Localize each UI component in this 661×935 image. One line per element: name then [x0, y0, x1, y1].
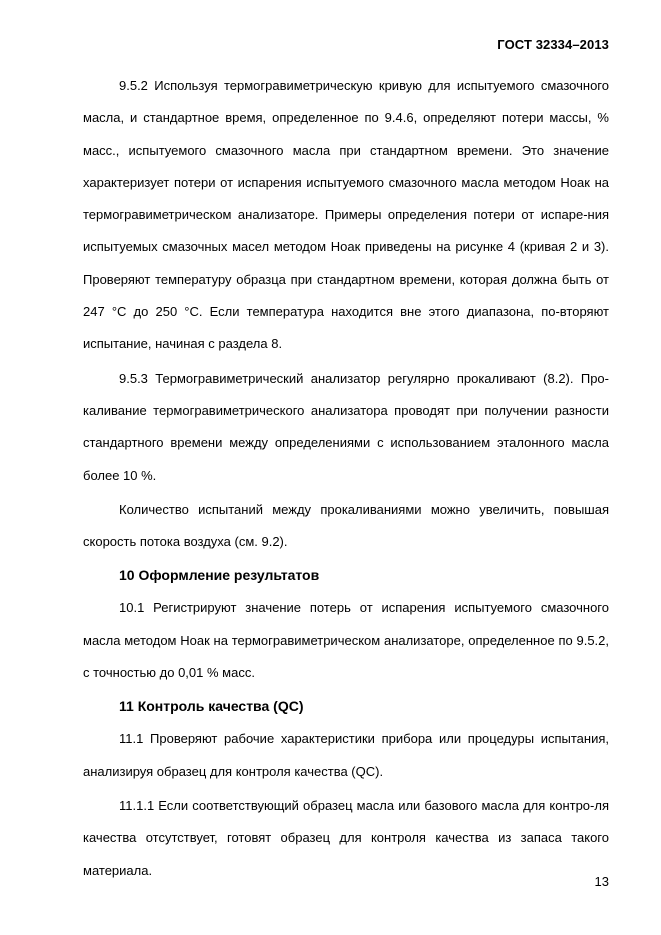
paragraph-11-1-1: 11.1.1 Если соответствующий образец масла или базового масла для контро-ля качества отсутствует, готовят образец для контроля качества из запаса такого материала. [83, 797, 609, 878]
paragraph-9-5-3: 9.5.3 Термогравиметрический анализатор регулярно прокаливают (8.2). Про-каливание термогравиметрического анализатора проводят при получении разности стандартного времени между определениями с использованием эталонного масла более 10 %. [83, 370, 609, 483]
paragraph-10-1: 10.1 Регистрируют значение потерь от испарения испытуемого смазочного масла методом Ноак на термогравиметрическом анализаторе, определенное по 9.5.2, с точностью до 0,01 % масс. [83, 600, 609, 681]
paragraph-11-1: 11.1 Проверяют рабочие характеристики прибора или процедуры испытания, анализируя образец для контроля качества (QC). [83, 731, 609, 779]
paragraph-calcination-note: Количество испытаний между прокаливаниями можно увеличить, повышая скорость потока воздуха (см. 9.2). [83, 501, 609, 550]
paragraph-9-5-2: 9.5.2 Используя термогравиметрическую кривую для испытуемого смазочного масла, и стандартное время, определенное по 9.4.6, определяют потери массы, % масс., испытуемого смазочного масла при стандартном времени. Это значение характеризует потери от испарения испытуемого смазочного масла методом Ноак на термогравиметрическом анализаторе. Примеры определения потери от испаре-ния испытуемых смазочных масел методом Ноак приведены на рисунке 4 (кривая 2 и 3). Проверяют температуру образца при стандартном времени, которая должна быть от 247 °С до 250 °С. Если температура находится вне этого диапазона, по-вторяют испытание, начиная с раздела 8. [83, 78, 609, 352]
document-body [83, 70, 609, 889]
section-heading-10: 10 Оформление результатов [119, 567, 320, 584]
section-heading-11: 11 Контроль качества (QC) [119, 698, 304, 715]
document-code-header: ГОСТ 32334–2013 [497, 37, 609, 52]
page-number: 13 [594, 874, 609, 889]
